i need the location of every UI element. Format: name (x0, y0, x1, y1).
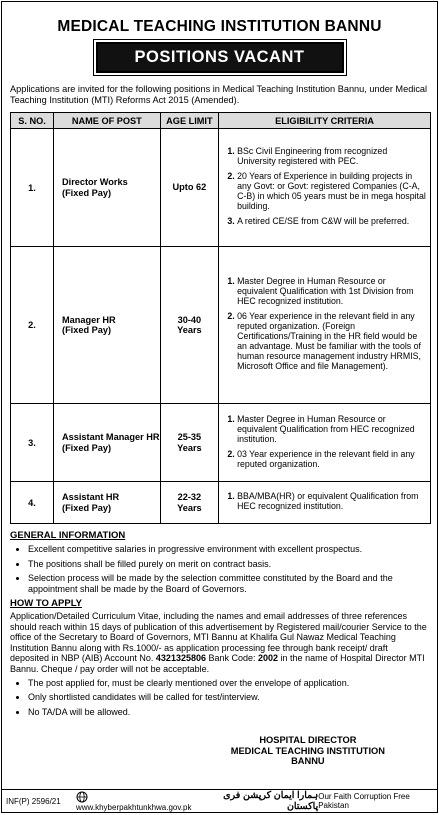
general-info-list (10, 544, 429, 594)
criteria-item: 1. Master Degree in Human Resource or equivalent Qualification with 1st Division from HEC recognized institution. (237, 276, 427, 306)
row-sno: 3. (11, 404, 54, 482)
account-number: 4321325806 (155, 653, 206, 664)
row-criteria (219, 482, 431, 524)
criteria-item: 2. 03 Year experience in the relevant field in any reputed organization. (237, 449, 427, 469)
globe-icon (76, 791, 88, 803)
list-item: • No TA/DA will be allowed. (28, 707, 429, 718)
table-row (11, 482, 431, 524)
criteria-item: 1. BBA/MBA(HR) or equivalent Qualification from HEC recognized institution. (237, 491, 427, 511)
row-age: 30-40 Years (160, 247, 218, 404)
website-link[interactable]: www.khyberpakhtunkhwa.gov.pk (76, 791, 194, 812)
signature-block: HOSPITAL DIRECTOR MEDICAL TEACHING INSTITUTION BANNU (230, 735, 385, 766)
urdu-slogan: ہمارا ایمان کرپشن فری پاکستان (223, 790, 319, 812)
row-post: Director Works (Fixed Pay) (54, 129, 161, 247)
row-criteria (219, 129, 431, 247)
how-to-apply-text: Application/Detailed Curriculum Vitae, including the names and email addresses of three references should reach within 15 days of publication of this advertisement by Registered mail/courier Service to the office of the Secretary to Board of Governors, MTI Bannu at Khalifa Gul Nawaz Medical Teaching Institution Bannu along with Rs.1000/- as application processing fee through bank receipt/ draft deposited in NBP (AIB) Account No. 4321325806 Bank Code: 2002 in the name of Hospital Director MTI Bannu. Cheque / pay order will not be acceptable. (10, 611, 427, 674)
table-row (11, 129, 431, 247)
header-criteria: ELIGIBILITY CRITERIA (219, 113, 431, 129)
list-item: • The positions shall be filled purely on merit on contract basis. (28, 559, 429, 570)
row-post: Assistant Manager HR (Fixed Pay) (54, 404, 161, 482)
footer-bar (2, 789, 437, 812)
positions-vacant-banner: POSITIONS VACANT (96, 42, 344, 73)
list-item: • Excellent competitive salaries in progressive environment with excellent prospectus. (28, 544, 429, 555)
list-item: • Selection process will be made by the selection committee constituted by the Board and the appointment shall be made by the Board of Governors. (28, 573, 429, 594)
list-item: • Only shortlisted candidates will be called for test/interview. (28, 692, 429, 703)
criteria-item: 1. Master Degree in Human Resource or equivalent Qualification from HEC recognized institution. (237, 414, 427, 444)
reference-number: INF(P) 2596/21 (6, 796, 61, 806)
row-age: Upto 62 (160, 129, 218, 247)
general-info-heading: GENERAL INFORMATION (10, 530, 126, 541)
positions-table (10, 112, 431, 524)
row-sno: 1. (11, 129, 54, 247)
row-age: 25-35 Years (160, 404, 218, 482)
criteria-item: 2. 20 Years of Experience in building projects in any Govt: or Govt: registered Companies (C-A, C-B) in which 05 years must be in mega hospital building. (237, 171, 427, 211)
tagline: Our Faith Corruption Free Pakistan (318, 792, 410, 810)
row-age: 22-32 Years (160, 482, 218, 524)
table-row (11, 404, 431, 482)
row-sno: 4. (11, 482, 54, 524)
criteria-item: 3. A retired CE/SE from C&W will be preferred. (237, 216, 427, 226)
header-age: AGE LIMIT (160, 113, 218, 129)
advertisement-page (1, 1, 438, 813)
criteria-item: 1. BSc Civil Engineering from recognized University registered with PEC. (237, 146, 427, 166)
list-item: • The post applied for, must be clearly mentioned over the envelope of application. (28, 678, 429, 689)
criteria-item: 2. 06 Year experience in the relevant field in any reputed organization. (Foreign Certifications/Training in the HR field would be an advantage. Must be familiar with the tools of human resource management industry HRMIS, Microsoft Office and file Management). (237, 311, 427, 371)
row-post: Manager HR (Fixed Pay) (54, 247, 161, 404)
table-header-row (11, 113, 431, 129)
row-criteria (219, 404, 431, 482)
row-post: Assistant HR (Fixed Pay) (54, 482, 161, 524)
intro-paragraph: Applications are invited for the following positions in Medical Teaching Institution Bannu, under Medical Teaching Institution (MTI) Reforms Act 2015 (Amended). (10, 84, 428, 105)
header-post: NAME OF POST (54, 113, 161, 129)
bank-code: 2002 (258, 653, 279, 664)
how-to-apply-list (10, 678, 429, 718)
table-row (11, 247, 431, 404)
row-criteria (219, 247, 431, 404)
how-to-apply-heading: HOW TO APPLY (10, 598, 82, 609)
header-sno: S. NO. (11, 113, 54, 129)
row-sno: 2. (11, 247, 54, 404)
institution-title: MEDICAL TEACHING INSTITUTION BANNU (57, 18, 382, 35)
